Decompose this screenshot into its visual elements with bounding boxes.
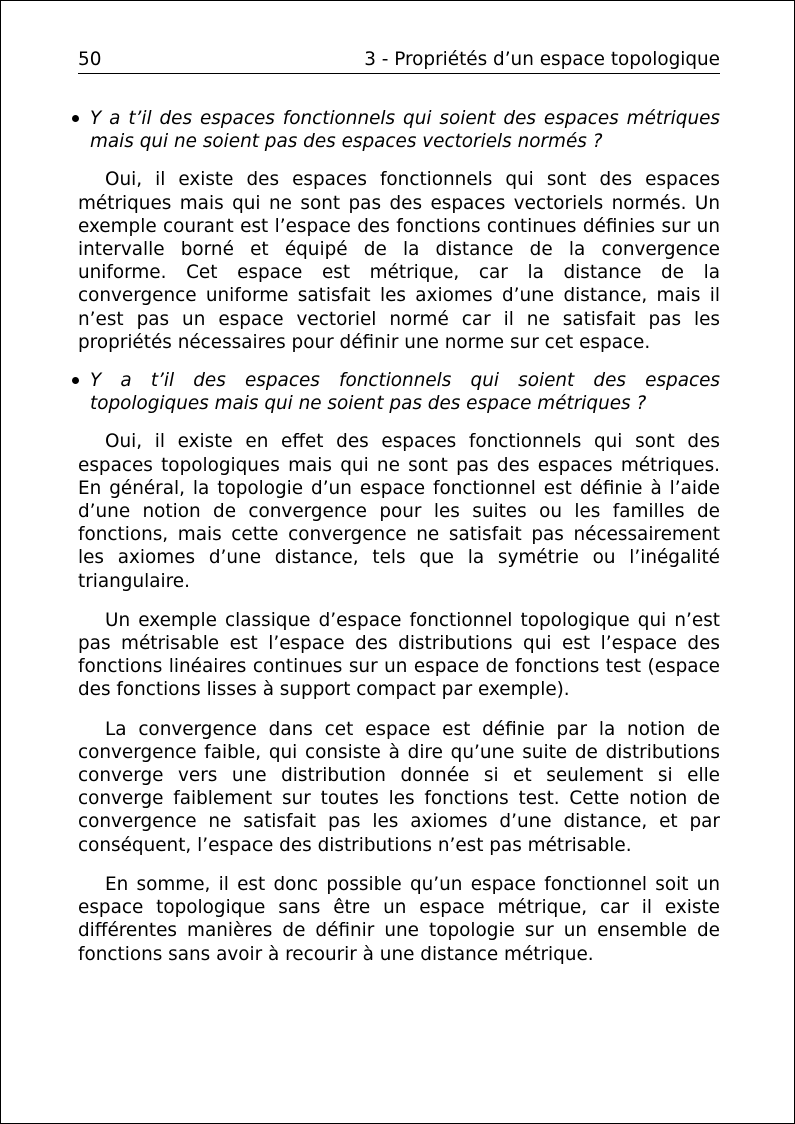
question-1	[78, 107, 720, 153]
page-header	[78, 47, 720, 74]
answer-paragraph: Un exemple classique d’espace fonctionnel topologique qui n’est pas métrisable est l’espace des distributions qui est l’espace des fonctions linéaires continues sur un espace de fonctions test (espace des fonctions lisses à support compact par exemple).	[78, 609, 720, 701]
answer-paragraph: La convergence dans cet espace est définie par la notion de convergence faible, qui consiste à dire qu’une suite de distributions converge vers une distribution donnée si et seulement si elle converge faiblement sur toutes les fonctions test. Cette notion de convergence ne satisfait pas les axiomes d’une distance, et par conséquent, l’espace des distributions n’est pas métrisable.	[78, 718, 720, 856]
page-number: 50	[78, 49, 102, 70]
running-title: 3 - Propriétés d’un espace topologique	[364, 49, 720, 70]
question-text: Y a t’il des espaces fonctionnels qui soient des espaces métriques mais qui ne soient pas des espaces vectoriels normés ?	[90, 108, 720, 153]
question-2	[78, 369, 720, 415]
answer-paragraph: Oui, il existe des espaces fonctionnels qui sont des espaces métriques mais qui ne sont pas des espaces vectoriels normés. Un exemple courant est l’espace des fonctions continues définies sur un intervalle borné et équipé de la distance de la convergence uniforme. Cet espace est métrique, car la distance de la convergence uniforme satisfait les axiomes d’une distance, mais il n’est pas un espace vectoriel normé car il ne satisfait pas les propriétés nécessaires pour définir une norme sur cet espace.	[78, 169, 720, 353]
answer-paragraph: Oui, il existe en effet des espaces fonctionnels qui sont des espaces topologiques mais qui ne sont pas des espaces métriques. En général, la topologie d’un espace fonctionnel est définie à l’aide d’une notion de convergence pour les suites ou les familles de fonctions, mais cette convergence ne satisfait pas nécessairement les axiomes d’une distance, tels que la symétrie ou l’inégalité triangulaire.	[78, 431, 720, 592]
bullet-icon	[72, 377, 79, 384]
bullet-icon	[72, 115, 79, 122]
question-text: Y a t’il des espaces fonctionnels qui soient des espaces topologiques mais qui ne soient pas des espace métriques ?	[90, 370, 720, 415]
answer-paragraph: En somme, il est donc possible qu’un espace fonctionnel soit un espace topologique sans être un espace métrique, car il existe différentes manières de définir une topologie sur un ensemble de fonctions sans avoir à recourir à une distance métrique.	[78, 873, 720, 965]
page-content	[78, 107, 720, 966]
